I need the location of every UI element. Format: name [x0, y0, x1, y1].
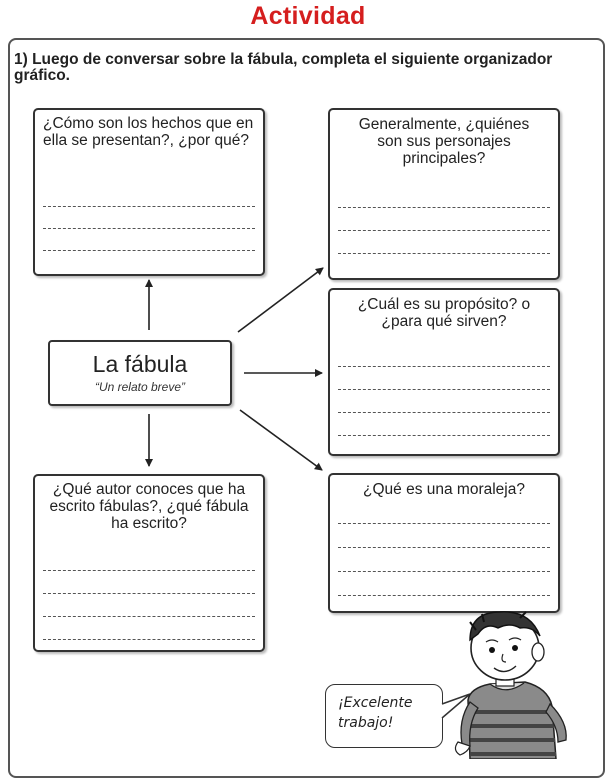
bubble-line-1: ¡Excelente [338, 695, 413, 711]
question-autor: ¿Qué autor conoces que ha escrito fábulas?, ¿qué fábula ha escrito? [49, 481, 249, 532]
center-subtitle: “Un relato breve” [94, 380, 186, 394]
question-personajes: Generalmente, ¿quiénes son sus personajes principales? [358, 116, 530, 167]
question-moraleja: ¿Qué es una moraleja? [363, 481, 525, 498]
center-title: La fábula [92, 351, 188, 377]
question-hechos: ¿Cómo son los hechos que en ella se presentan?, ¿por qué? [43, 115, 254, 149]
page-title: Actividad [250, 2, 366, 30]
bubble-line-2: trabajo! [338, 715, 394, 731]
instruction-text: 1) Luego de conversar sobre la fábula, completa el siguiente organizador gráfico. [14, 51, 553, 84]
question-proposito: ¿Cuál es su propósito? o ¿para qué sirven? [357, 296, 531, 330]
